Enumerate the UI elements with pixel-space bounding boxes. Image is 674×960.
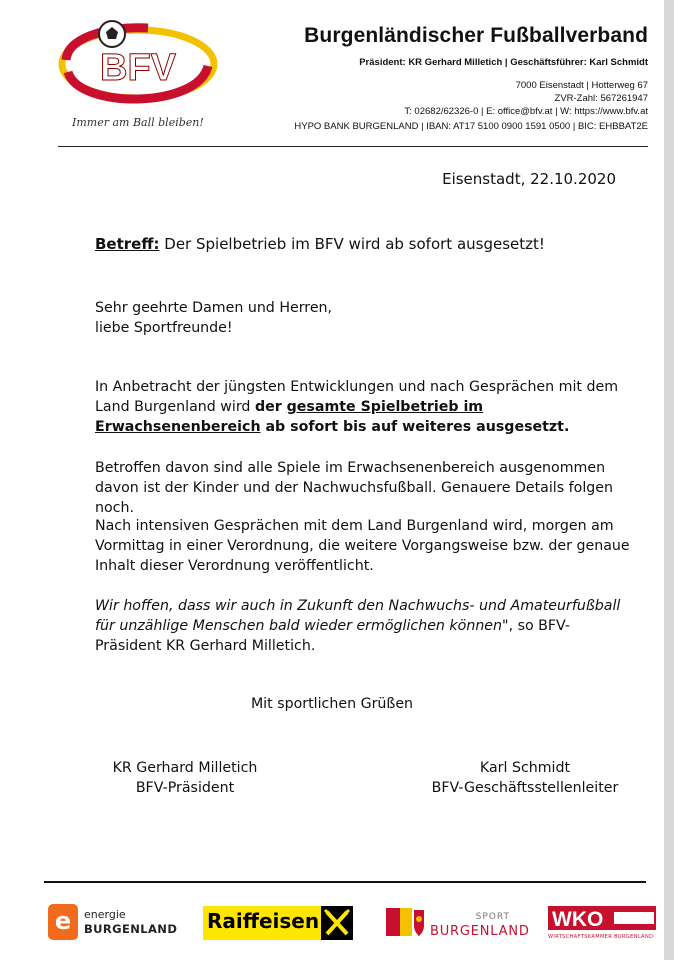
salutation-line-1: Sehr geehrte Damen und Herren, (95, 300, 333, 316)
sport-line-2: BURGENLAND (430, 924, 530, 939)
footer-divider (44, 881, 646, 883)
raiffeisen-cross-icon (321, 906, 353, 940)
sponsor-raiffeisen (203, 898, 353, 946)
org-bank: HYPO BANK BURGENLAND | IBAN: AT17 5100 0900 1591 0500 | BIC: EHBBAT2E (294, 121, 648, 132)
sport-line-1: SPORT (475, 912, 510, 922)
closing: Mit sportlichen Grüßen (250, 696, 414, 712)
signature-left (100, 758, 270, 798)
wko-subtitle: WIRTSCHAFTSKAMMER BURGENLAND (548, 934, 654, 940)
subject-line (95, 234, 635, 254)
paragraph-1-underlined: gesamte Spielbetrieb im Erwachsenenbereich (95, 399, 484, 435)
org-address: 7000 Eisenstadt | Hotterweg 67 (515, 80, 648, 91)
org-contact: T: 02682/62326-0 | E: office@bfv.at | W: https://www.bfv.at (404, 106, 648, 117)
letter-date: Eisenstadt, 22.10.2020 (442, 170, 616, 188)
paragraph-2: Betroffen davon sind alle Spiele im Erwachsenenbereich ausgenommen davon ist der Kinder und der Nachwuchsfußball. Genauere Details folgen noch. (95, 460, 613, 516)
bfv-logo (58, 14, 218, 134)
org-leadership: Präsident: KR Gerhard Milletich | Geschäftsführer: Karl Schmidt (359, 57, 648, 68)
sponsor-wko (548, 898, 658, 946)
salutation-line-2: liebe Sportfreunde! (95, 320, 233, 336)
paragraph-4 (95, 596, 635, 656)
paragraph-1-bold-b: ab sofort bis auf weiteres ausgesetzt. (260, 419, 570, 435)
sponsor-sport-burgenland (386, 898, 530, 946)
signature-left-name: KR Gerhard Milletich (112, 760, 258, 776)
subject-label: Betreff: (95, 235, 160, 253)
header-divider (58, 146, 648, 147)
paragraph-4-attribution: , so BFV-Präsident KR Gerhard Milletich. (95, 618, 571, 654)
org-name: Burgenländischer Fußballverband (304, 24, 648, 47)
paragraph-1-text: In Anbetracht der jüngsten Entwicklungen und nach Gesprächen mit dem Land Burgenland wird (95, 379, 619, 415)
signature-right-name: Karl Schmidt (479, 760, 571, 776)
energie-line-1: energie (84, 908, 126, 921)
raiffeisen-name: Raiffeisen (207, 909, 320, 933)
burgenland-crest-icon (386, 906, 426, 938)
wko-logo-icon (548, 906, 656, 930)
energie-line-2: BURGENLAND (84, 922, 178, 936)
svg-text:Immer am Ball bleiben!: Immer am Ball bleiben! (72, 116, 204, 129)
svg-text:BFV: BFV (100, 47, 176, 89)
signature-left-role: BFV-Präsident (135, 780, 235, 796)
signature-right-role: BFV-Geschäftsstellenleiter (431, 780, 619, 796)
paragraph-4-quote: Wir hoffen, dass wir auch in Zukunft den Nachwuchs- und Amateurfußball für unzählige Menschen bald wieder ermöglichen können" (95, 598, 621, 634)
paragraph-3: Nach intensiven Gesprächen mit dem Land Burgenland wird, morgen am Vormittag in einer Verordnung, die weitere Vorgangsweise bzw. der genaue Inhalt dieser Verordnung veröffentlicht. (95, 518, 630, 574)
paragraph-1-bold-a: der (254, 399, 287, 415)
page-edge (664, 0, 674, 960)
signature-right (420, 758, 630, 798)
subject-text: Der Spielbetrieb im BFV wird ab sofort ausgesetzt! (159, 235, 545, 253)
energie-logo-icon: e (48, 904, 78, 940)
paragraph-1 (95, 377, 635, 437)
svg-text:WKO: WKO (552, 908, 604, 930)
org-zvr: ZVR-Zahl: 567261947 (554, 93, 648, 104)
salutation (95, 298, 635, 338)
sponsor-energie-burgenland (48, 898, 188, 946)
